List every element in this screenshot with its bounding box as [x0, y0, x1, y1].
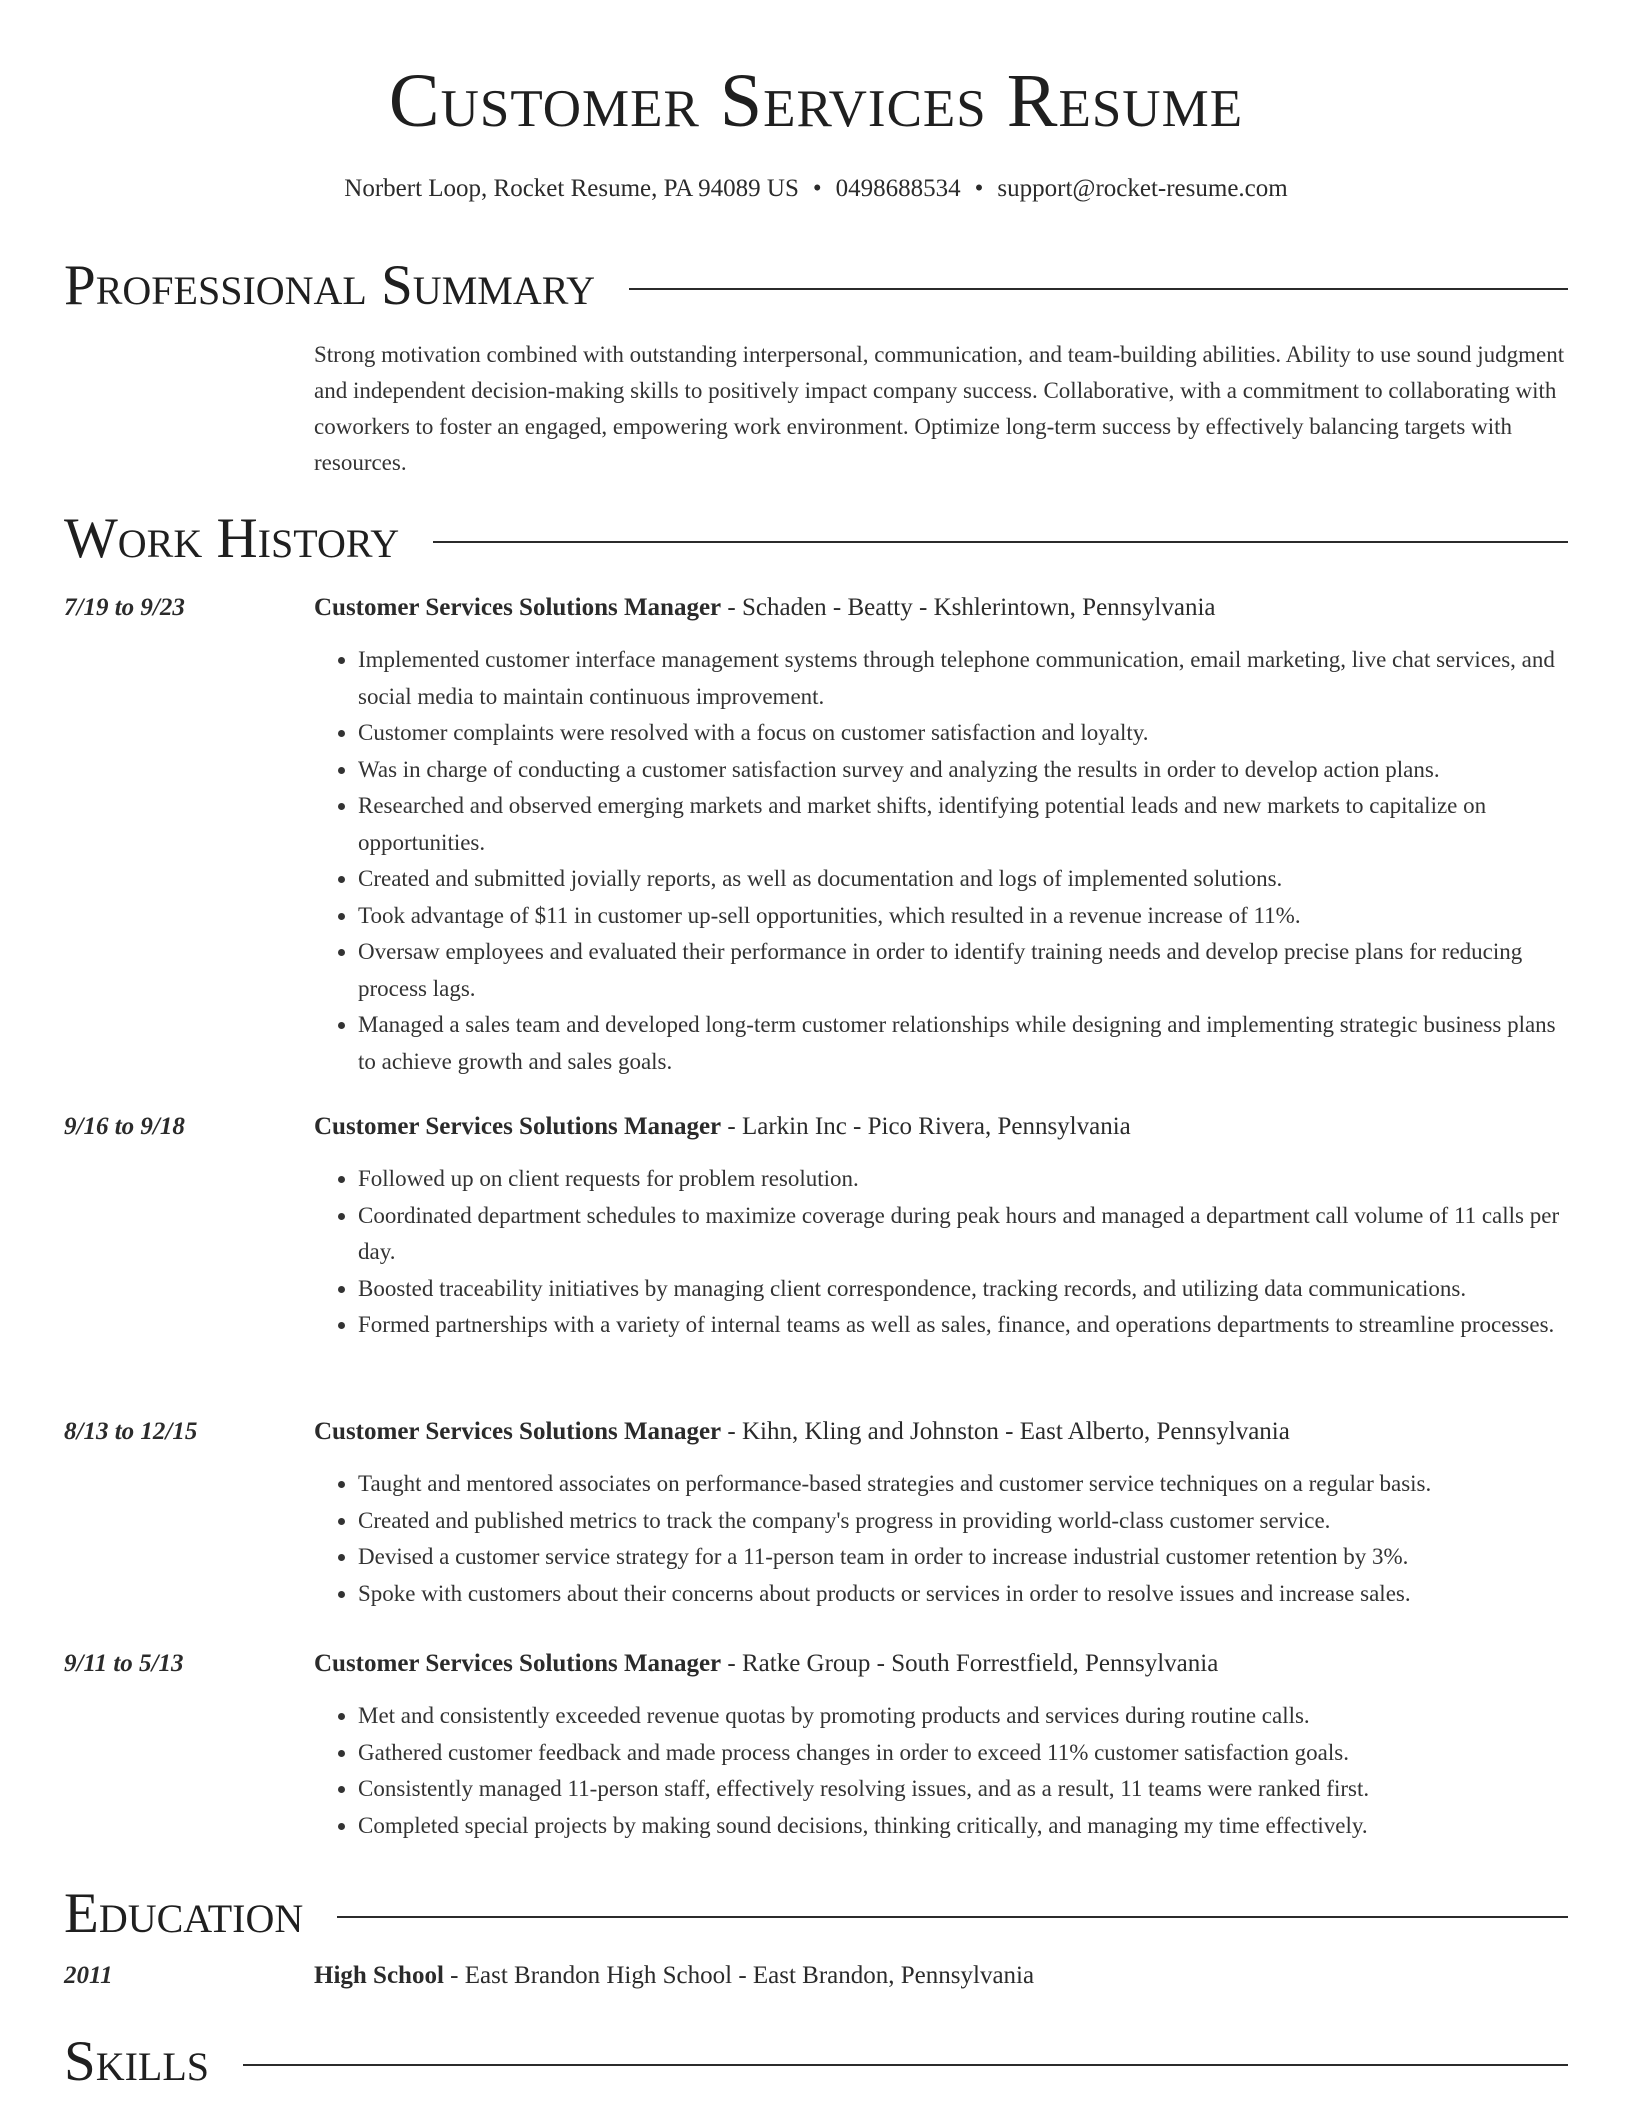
bullet-item: • Gathered customer feedback and made process changes in order to exceed 11% customer satisfaction goals.	[358, 1735, 1568, 1772]
contact-separator: •	[812, 175, 822, 202]
job-bullets	[314, 1466, 1568, 1612]
contact-separator: •	[974, 175, 984, 202]
bullet-item: • Researched and observed emerging markets and market shifts, identifying potential leads and new markets to capitalize on opportunities.	[358, 788, 1568, 861]
education-degree: High School	[314, 1962, 444, 1989]
job-header	[314, 1650, 1218, 1678]
bullet-item: • Coordinated department schedules to maximize coverage during peak hours and managed a department call volume of 11 calls per day.	[358, 1198, 1568, 1271]
bullet-item: • Met and consistently exceeded revenue quotas by promoting products and services during routine calls.	[358, 1698, 1568, 1735]
bullet-item: • Customer complaints were resolved with a focus on customer satisfaction and loyalty.	[358, 715, 1568, 752]
bullet-item: • Created and submitted jovially reports, as well as documentation and logs of implemented solutions.	[358, 861, 1568, 898]
bullet-item: • Implemented customer interface management systems through telephone communication, email marketing, live chat services, and social media to maintain continuous improvement.	[358, 642, 1568, 715]
bullet-item: • Created and published metrics to track the company's progress in providing world-class customer service.	[358, 1503, 1568, 1540]
job-employer: - Schaden - Beatty - Kshlerintown, Pennsylvania	[721, 594, 1216, 621]
job-date: 9/16 to 9/18	[64, 1113, 185, 1140]
job-date: 9/11 to 5/13	[64, 1650, 184, 1677]
job-header	[314, 594, 1216, 622]
job-header	[314, 1113, 1131, 1141]
job-title: Customer Services Solutions Manager	[314, 1418, 722, 1445]
section-heading: Professional Summary	[64, 254, 596, 317]
job-title: Customer Services Solutions Manager	[314, 1113, 722, 1140]
bullet-item: • Completed special projects by making sound decisions, thinking critically, and managing my time effectively.	[358, 1808, 1568, 1845]
job-bullets	[314, 642, 1568, 1080]
section-divider	[243, 2064, 1568, 2066]
resume-title: Customer Services Resume	[388, 59, 1244, 143]
education-date: 2011	[64, 1962, 113, 1989]
summary-text: Strong motivation combined with outstanding interpersonal, communication, and team-building abilities. Ability to use sound judgment and independent decision-making skills to positively impact company success. Collaborative, with a commitment to collaborating with coworkers to foster an engaged, empowering work environment. Optimize long-term success by effectively balancing targets with resources.	[314, 342, 1565, 475]
contact-address: Norbert Loop, Rocket Resume, PA 94089 US	[344, 175, 799, 202]
bullet-item: • Managed a sales team and developed long-term customer relationships while designing and implementing strategic business plans to achieve growth and sales goals.	[358, 1007, 1568, 1080]
section-work-history	[64, 507, 1568, 570]
education-school: - East Brandon High School - East Brandon, Pennsylvania	[443, 1962, 1035, 1989]
job-bullets	[314, 1161, 1568, 1344]
job-date: 7/19 to 9/23	[64, 594, 185, 621]
education-header	[314, 1962, 1034, 1990]
job-employer: - Kihn, Kling and Johnston - East Alberto, Pennsylvania	[721, 1418, 1290, 1445]
section-heading: Education	[64, 1882, 304, 1945]
job-bullets	[314, 1698, 1568, 1844]
job-employer: - Larkin Inc - Pico Rivera, Pennsylvania	[721, 1113, 1131, 1140]
bullet-item: • Devised a customer service strategy for a 11-person team in order to increase industrial customer retention by 3%.	[358, 1539, 1568, 1576]
contact-line	[0, 175, 1632, 203]
bullet-item: • Oversaw employees and evaluated their performance in order to identify training needs and develop precise plans for reducing process lags.	[358, 934, 1568, 1007]
section-skills	[64, 2030, 1568, 2093]
bullet-item: • Formed partnerships with a variety of internal teams as well as sales, finance, and operations departments to streamline processes.	[358, 1307, 1568, 1344]
bullet-item: • Took advantage of $11 in customer up-sell opportunities, which resulted in a revenue increase of 11%.	[358, 898, 1568, 935]
section-divider	[433, 541, 1568, 543]
section-heading: Work History	[64, 507, 400, 570]
bullet-item: • Followed up on client requests for problem resolution.	[358, 1161, 1568, 1198]
job-title: Customer Services Solutions Manager	[314, 1650, 722, 1677]
job-date: 8/13 to 12/15	[64, 1418, 198, 1445]
job-title: Customer Services Solutions Manager	[314, 594, 722, 621]
job-employer: - Ratke Group - South Forrestfield, Pennsylvania	[721, 1650, 1219, 1677]
job-header	[314, 1418, 1290, 1446]
bullet-item: • Taught and mentored associates on performance-based strategies and customer service techniques on a regular basis.	[358, 1466, 1568, 1503]
contact-phone: 0498688534	[835, 175, 961, 202]
section-heading: Skills	[64, 2030, 210, 2093]
section-education	[64, 1882, 1568, 1945]
bullet-item: • Spoke with customers about their concerns about products or services in order to resolve issues and increase sales.	[358, 1576, 1568, 1613]
section-divider	[629, 288, 1568, 290]
bullet-item: • Was in charge of conducting a customer satisfaction survey and analyzing the results in order to develop action plans.	[358, 752, 1568, 789]
bullet-item: • Boosted traceability initiatives by managing client correspondence, tracking records, and utilizing data communications.	[358, 1271, 1568, 1308]
contact-email: support@rocket-resume.com	[997, 175, 1288, 202]
bullet-item: • Consistently managed 11-person staff, effectively resolving issues, and as a result, 11 teams were ranked first.	[358, 1771, 1568, 1808]
section-professional-summary	[64, 254, 1568, 317]
section-divider	[337, 1916, 1568, 1918]
